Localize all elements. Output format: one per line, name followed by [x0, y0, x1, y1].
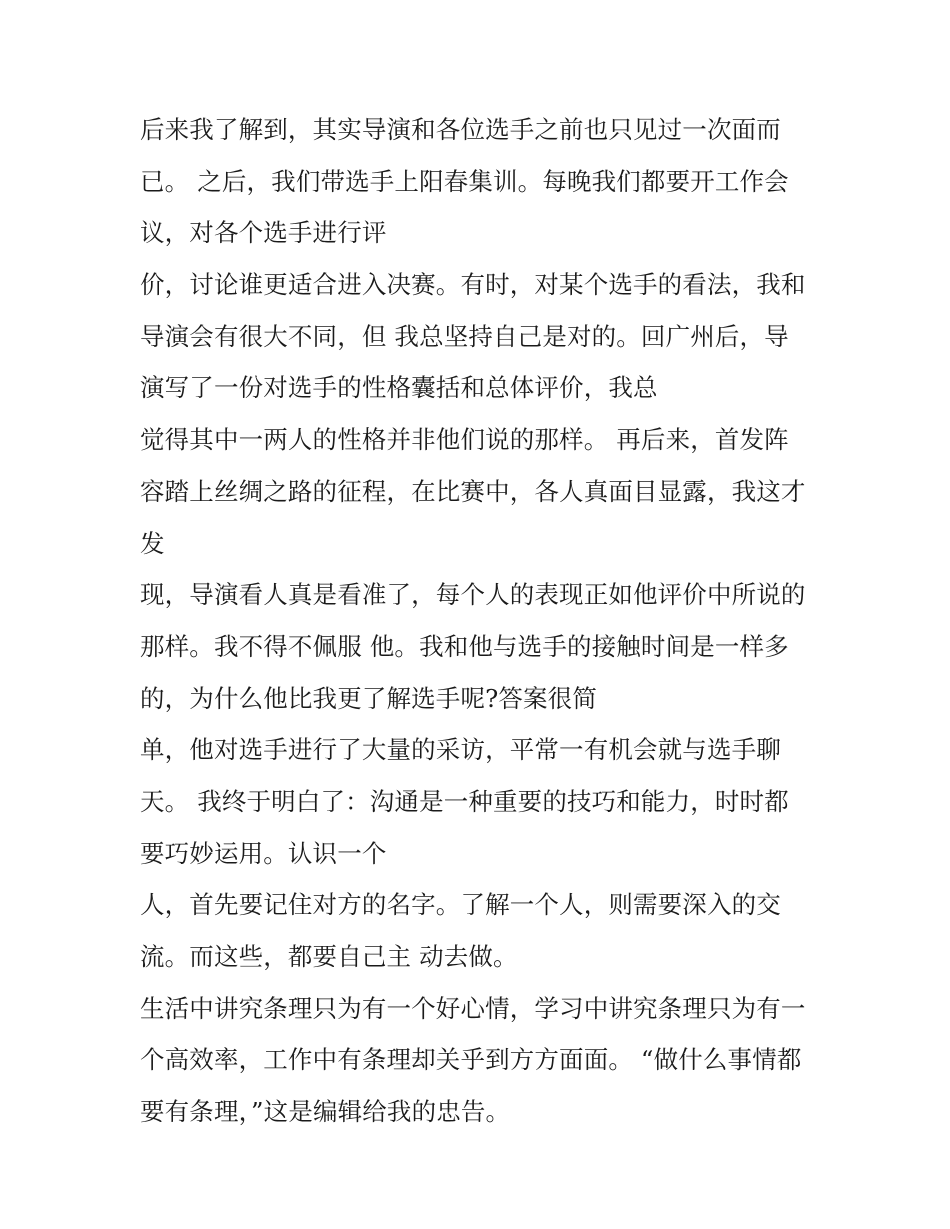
text-line: 的，为什么他比我更了解选手呢?答案很简 — [140, 683, 597, 713]
text-line: 流。而这些，都要自己主 动去做。 — [140, 942, 518, 971]
text-line: 单，他对选手进行了大量的采访，平常一有机会就与选手聊 — [140, 735, 781, 765]
text-line: 导演会有很大不同，但 我总坚持自己是对的。回广州后，导 — [140, 321, 789, 351]
text-line: 人，首先要记住对方的名字。了解一个人，则需要深入的交 — [140, 890, 781, 920]
text-line: 要有条理，”这是编辑给我的忠告。 — [140, 1097, 511, 1127]
text-line: 那样。我不得不佩服 他。我和他与选手的接触时间是一样多 — [140, 631, 789, 661]
text-line: 后来我了解到，其实导演和各位选手之前也只见过一次面而 — [140, 115, 781, 144]
text-line: 天。 我终于明白了：沟通是一种重要的技巧和能力，时时都 — [140, 786, 789, 816]
text-line: 已。 之后，我们带选手上阳春集训。每晚我们都要开工作会 — [140, 166, 789, 196]
text-line: 要巧妙运用。认识一个 — [140, 838, 387, 868]
text-line: 容踏上丝绸之路的征程，在比赛中，各人真面目显露，我这才 — [140, 476, 806, 506]
text-line: 演写了一份对选手的性格囊括和总体评价，我总 — [140, 373, 658, 403]
text-line: 价，讨论谁更适合进入决赛。有时，对某个选手的看法，我和 — [140, 270, 806, 300]
text-line: 觉得其中一两人的性格并非他们说的那样。 再后来，首发阵 — [140, 425, 789, 455]
text-line: 生活中讲究条理只为有一个好心情，学习中讲究条理只为有一 — [140, 993, 806, 1023]
text-line: 现，导演看人真是看准了，每个人的表现正如他评价中所说的 — [140, 580, 806, 610]
text-line: 议，对各个选手进行评 — [140, 218, 387, 248]
body-text — [140, 104, 840, 1138]
text-line: 个高效率，工作中有条理却关乎到方方面面。 “做什么事情都 — [140, 1045, 802, 1075]
text-line: 发 — [140, 528, 165, 558]
